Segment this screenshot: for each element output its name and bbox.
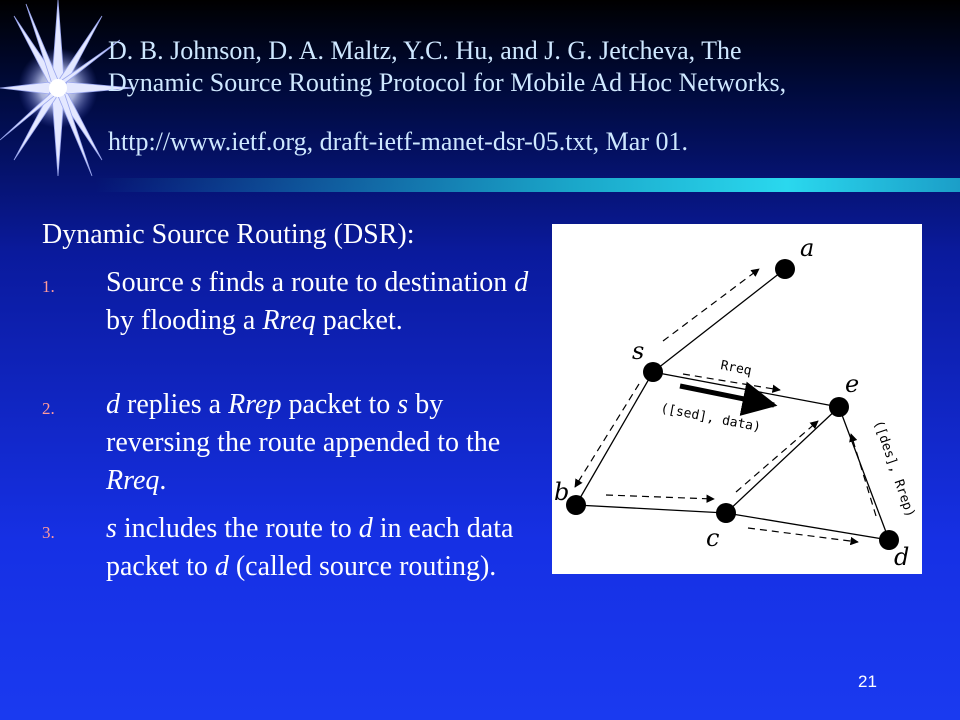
node-s xyxy=(643,362,663,382)
node-label-b: b xyxy=(554,478,570,506)
dsr-network-diagram xyxy=(552,224,922,574)
reference-line-1: D. B. Johnson, D. A. Maltz, Y.C. Hu, and J. G. Jetcheva, The xyxy=(108,36,742,65)
node-a xyxy=(775,259,795,279)
link-b-c xyxy=(576,505,726,513)
node-label-e: e xyxy=(845,370,860,398)
rreq-arrow-c-d xyxy=(748,528,858,542)
data-packet-arrow xyxy=(680,386,774,405)
rreq-arrow-b-c xyxy=(606,495,714,499)
rrep-arrow-d-e xyxy=(851,434,876,516)
star-burst-icon xyxy=(0,0,140,200)
list-number: 2. xyxy=(42,399,55,418)
list-item-text: d replies a Rrep packet to s by reversing the route appended to the Rreq. xyxy=(106,389,501,496)
link-s-a xyxy=(653,269,785,372)
node-c xyxy=(716,503,736,523)
list-number: 1. xyxy=(42,277,55,296)
node-label-d: d xyxy=(894,543,910,571)
reference-line-2: Dynamic Source Routing Protocol for Mobile Ad Hoc Networks, xyxy=(108,68,787,97)
node-label-a: a xyxy=(800,234,815,262)
title-divider-bar xyxy=(95,178,960,192)
node-e xyxy=(829,397,849,417)
link-s-b xyxy=(576,372,653,505)
list-item-step-3 xyxy=(42,510,532,586)
label-rreq: Rreq xyxy=(719,358,753,379)
node-label-s: s xyxy=(632,337,645,365)
list-item-step-2 xyxy=(42,386,532,500)
list-number: 3. xyxy=(42,523,55,542)
network-graph xyxy=(552,224,922,574)
node-label-c: c xyxy=(706,524,720,552)
rreq-arrow-s-b xyxy=(575,384,639,487)
section-heading: Dynamic Source Routing (DSR): xyxy=(42,219,415,250)
reference-link[interactable]: http://www.ietf.org, draft-ietf-manet-dsr-05.txt, Mar 01. xyxy=(108,127,688,156)
list-item-text: s includes the route to d in each data packet to d (called source routing). xyxy=(106,513,514,582)
rreq-arrow-s-a xyxy=(663,269,759,341)
label-des-rrep: ([des], Rrep) xyxy=(870,418,918,520)
list-item-step-1 xyxy=(42,264,532,340)
list-item-text: Source s finds a route to destination d by flooding a Rreq packet. xyxy=(106,267,529,336)
label-sed-data: ([sed], data) xyxy=(659,401,762,436)
page-number: 21 xyxy=(858,672,877,691)
